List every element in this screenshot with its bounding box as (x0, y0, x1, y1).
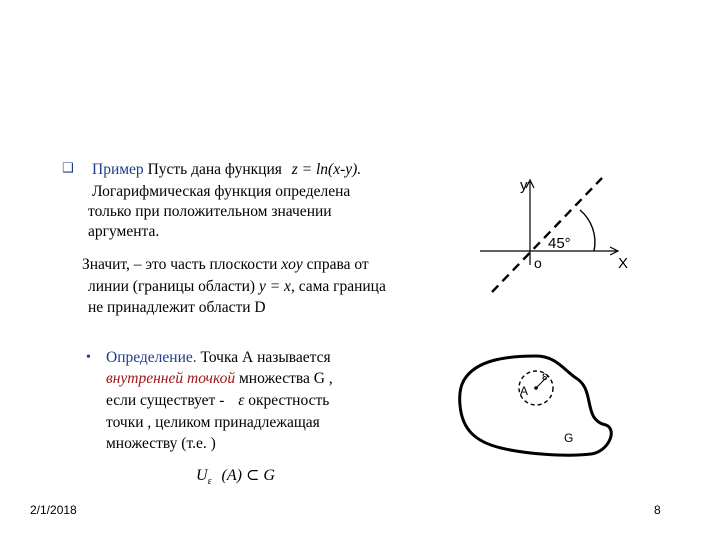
angle-arc (580, 210, 595, 251)
example-label: Пример (92, 161, 144, 178)
example-line-5-post: справа от (302, 256, 369, 273)
example-line-6-post: , сама граница (290, 278, 386, 295)
formula-u: U (196, 467, 208, 484)
bullet-square-icon: ❑ (62, 161, 74, 176)
graph-line-y-equals-x (480, 170, 640, 300)
graph-set-g (456, 350, 616, 460)
example-line-6 (88, 277, 386, 296)
formula-rest: (A) ⊂ G (221, 467, 275, 484)
example-formula: z = ln(x-y). (291, 161, 362, 178)
definition-line-2 (106, 369, 333, 388)
page-number: 8 (654, 503, 661, 517)
neighborhood-formula (196, 465, 275, 487)
example-line-1 (92, 160, 361, 179)
origin-label: o (534, 255, 542, 271)
definition-line-2-post: множества G , (235, 370, 333, 387)
x-axis-label: X (618, 255, 629, 272)
example-line-6-italic: y = x (258, 278, 291, 295)
y-axis-label: y (520, 177, 528, 194)
definition-line-1 (106, 348, 331, 367)
example-intro: Пусть дана функция (147, 161, 282, 178)
example-line-5-italic: xoy (281, 256, 303, 273)
definition-line-4: точки , целиком принадлежащая (106, 414, 320, 431)
definition-line-1-post: Точка А называется (196, 349, 331, 366)
diagonal-dashed-line (492, 178, 602, 292)
angle-label: 45° (548, 235, 571, 252)
epsilon-label: ε (542, 369, 548, 383)
example-line-7: не принадлежит области D (88, 299, 266, 316)
formula-sub: ε (207, 476, 212, 488)
example-line-3: только при положительном значении (88, 203, 332, 220)
point-a-label: A (520, 384, 529, 398)
definition-line-3 (106, 391, 329, 410)
definition-term: внутренней точкой (106, 370, 236, 387)
example-line-2: Логарифмическая функция определена (92, 183, 351, 200)
example-line-5 (82, 255, 369, 274)
definition-line-3-pre: если существует - (106, 392, 225, 409)
definition-label: Определение. (106, 349, 197, 366)
example-line-6-pre: линии (границы области) (88, 278, 259, 295)
footer-date: 2/1/2018 (30, 503, 77, 517)
definition-epsilon: ε (238, 392, 245, 409)
bullet-dot-icon: • (86, 350, 91, 365)
example-line-4: аргумента. (88, 223, 160, 240)
definition-line-3-post: окрестность (244, 392, 330, 409)
definition-line-5: множеству (т.е. ) (106, 435, 216, 452)
set-g-label: G (564, 431, 574, 445)
example-line-5-pre: Значит, – это часть плоскости (82, 256, 282, 273)
